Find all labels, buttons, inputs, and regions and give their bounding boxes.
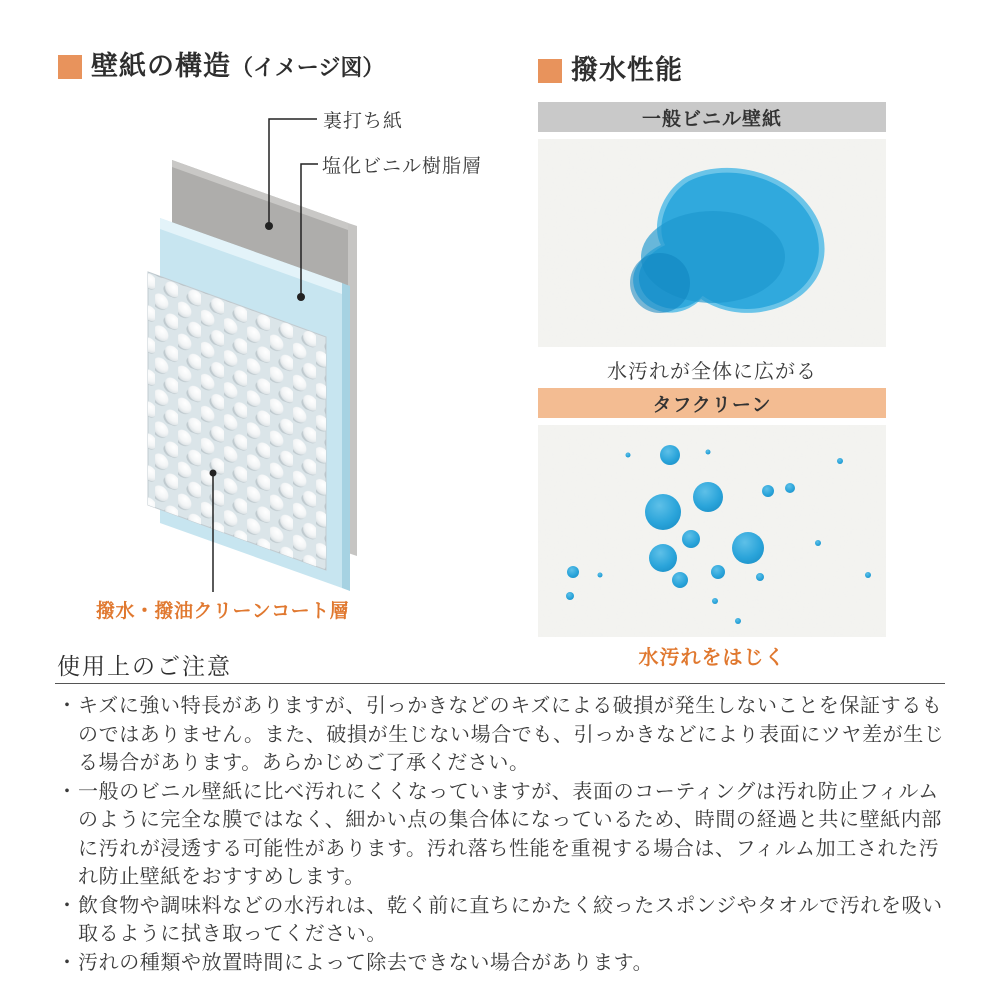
notes-title: 使用上のご注意 (57, 653, 232, 679)
orange-square-icon (58, 55, 82, 79)
note-bullet: ・ (57, 894, 78, 917)
label-backing-paper: 裏打ち紙 (323, 111, 404, 132)
note-text: キズに強い特長がありますが、引っかきなどのキズによる破損が発生しないことを保証するものではありません。また、破損が生じない場合でも、引っかきなどにより表面にツヤ差が生じる場合があります。あらかじめご了承ください。 (78, 695, 945, 774)
panel-header-general-vinyl: 一般ビニル壁紙 (538, 102, 886, 132)
left-title-suffix: （イメージ図） (231, 55, 385, 80)
photo-water-spread (538, 139, 886, 347)
notes-divider (55, 683, 945, 684)
note-text: 汚れの種類や放置時間によって除去できない場合があります。 (78, 951, 654, 974)
orange-square-icon (538, 59, 562, 83)
note-bullet: ・ (57, 780, 78, 803)
notes-list (57, 692, 949, 977)
right-section-title: 撥水性能 (571, 55, 683, 85)
label-clean-coat: 撥水・撥油クリーンコート層 (96, 601, 350, 622)
caption-water-repel: 水汚れをはじく (638, 647, 786, 669)
label-vinyl-resin: 塩化ビニル樹脂層 (322, 156, 483, 177)
note-bullet: ・ (57, 951, 78, 974)
note-item (57, 949, 949, 978)
photo-water-beads (538, 425, 886, 637)
note-text: 飲食物や調味料などの水汚れは、乾く前に直ちにかたく絞ったスポンジやタオルで汚れを吸い取るように拭き取ってください。 (78, 894, 943, 945)
note-item (57, 692, 949, 778)
left-section-heading (58, 51, 384, 83)
left-section-title (91, 51, 384, 83)
caption-water-spread: 水汚れが全体に広がる (607, 361, 817, 383)
right-section-heading (538, 55, 683, 85)
note-text: 一般のビニル壁紙に比べ汚れにくくなっていますが、表面のコーティングは汚れ防止フィルムのように完全な膜ではなく、細かい点の集合体になっているため、時間の経過と共に壁紙内部に汚れが浸透する可能性があります。汚れ落ち性能を重視する場合は、フィルム加工された汚れ防止壁紙をおすすめします。 (78, 780, 942, 888)
note-bullet: ・ (57, 695, 78, 717)
left-title-text: 壁紙の構造 (91, 51, 231, 81)
note-item (57, 778, 949, 892)
panel-header-tough-clean: タフクリーン (538, 388, 886, 418)
note-item (57, 892, 949, 949)
